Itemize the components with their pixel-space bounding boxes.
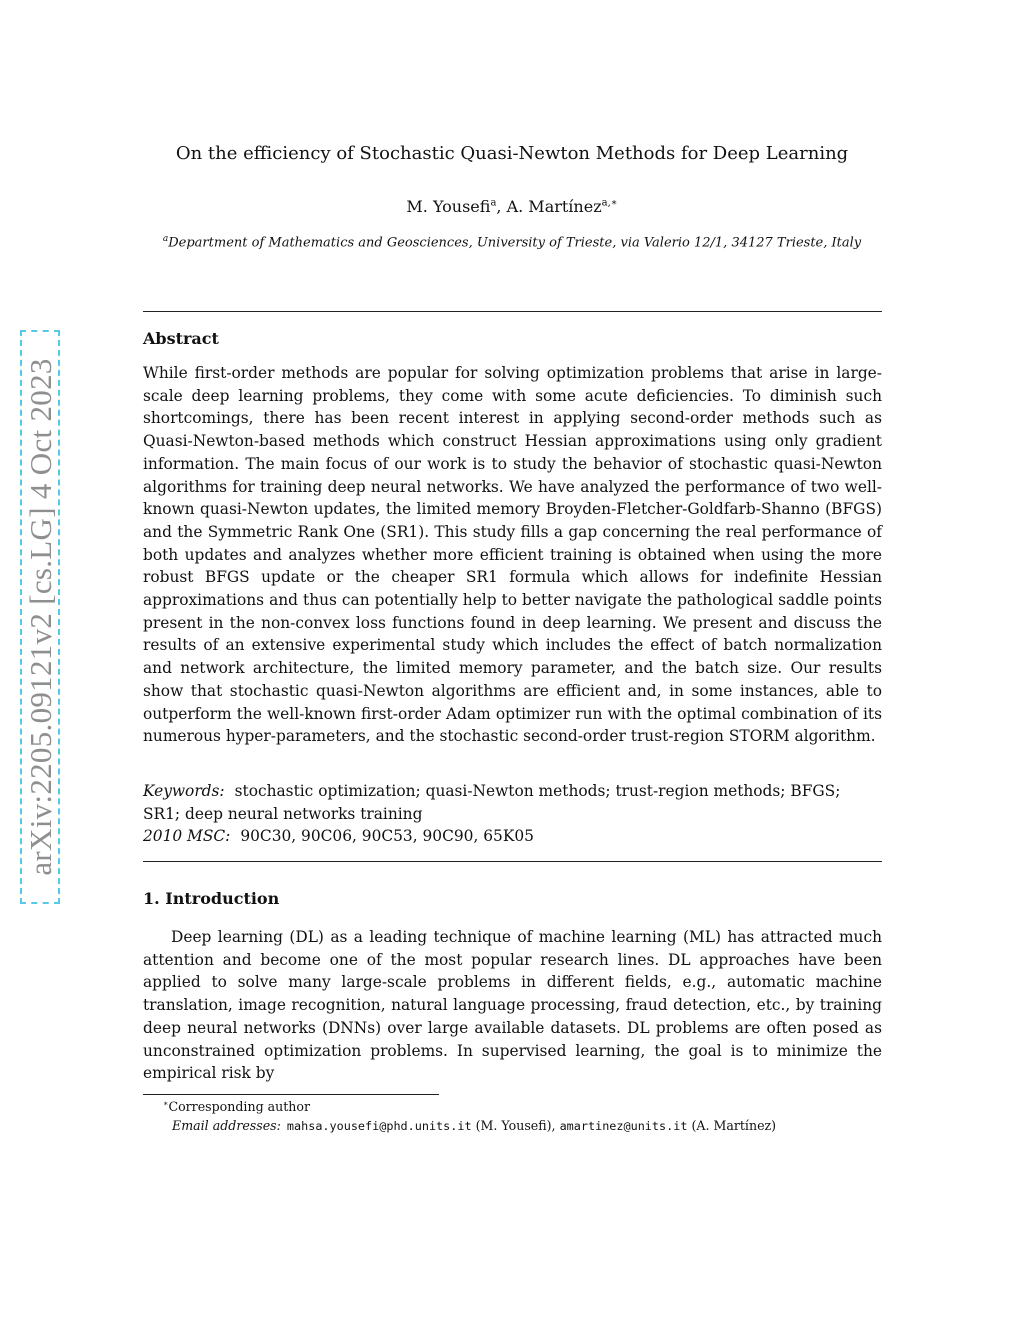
email-link-martinez[interactable]: amartinez@units.it <box>559 1119 688 1133</box>
footnote-marker: ∗ <box>163 1099 169 1108</box>
footnote-corresponding <box>163 1099 310 1114</box>
affiliation <box>0 234 1024 250</box>
email-label: Email addresses: <box>172 1118 281 1133</box>
keywords-text: stochastic optimization; quasi-Newton methods; trust-region methods; BFGS; SR1; deep neural networks training <box>143 782 841 823</box>
author-name: M. Yousefi <box>406 197 491 216</box>
keywords <box>143 780 882 825</box>
email-owner: (A. Martínez) <box>691 1118 777 1133</box>
footnote-rule <box>143 1094 439 1095</box>
paper-title: On the efficiency of Stochastic Quasi-Newton Methods for Deep Learning <box>175 143 849 164</box>
introduction-paragraph: Deep learning (DL) as a leading technique of machine learning (ML) has attracted much attention and become one of the most popular research lines. DL approaches have been applied to solve many large-scale problems in different fields, e.g., automatic machine translation, image recognition, natural language processing, fraud detection, etc., by training deep neural networks (DNNs) over large available datasets. DL problems are often posed as unconstrained optimization problems. In supervised learning, the goal is to minimize the empirical risk by <box>143 928 882 1083</box>
footnote-corresponding-text: Corresponding author <box>168 1099 311 1115</box>
abstract-text: While first-order methods are popular for solving optimization problems that arise in large-scale deep learning problems, they come with some acute deficiencies. To diminish such shortcomings, there has been recent interest in applying second-order methods such as Quasi-Newton-based methods which construct Hessian approximations using only gradient information. The main focus of our work is to study the behavior of stochastic quasi-Newton algorithms for training deep neural networks. We have analyzed the performance of two well-known quasi-Newton updates, the limited memory Broyden-Fletcher-Goldfarb-Shanno (BFGS) and the Symmetric Rank One (SR1). This study fills a gap concerning the real performance of both updates and analyzes whether more efficient training is obtained when using the more robust BFGS update or the cheaper SR1 formula which allows for indefinite Hessian approximations and thus can potentially help to better navigate the pathological saddle points present in the non-convex loss functions found in deep learning. We present and discuss the results of an extensive experimental study which includes the effect of batch normalization and network architecture, the limited memory parameter, and the batch size. Our results show that stochastic quasi-Newton algorithms are efficient and, in some instances, able to outperform the well-known first-order Adam optimizer run with the optimal combination of its numerous hyper-parameters, and the stochastic second-order trust-region STORM algorithm. <box>143 364 882 746</box>
abstract-heading: Abstract <box>143 329 219 348</box>
author-name: A. Martínez <box>506 197 602 216</box>
email-owner: (M. Yousefi), <box>475 1118 556 1133</box>
affiliation-marker: a,∗ <box>601 197 618 209</box>
author-separator: , <box>496 197 507 216</box>
keywords-label: Keywords: <box>143 782 225 800</box>
section-heading-introduction: 1. Introduction <box>143 889 280 908</box>
author-list <box>0 197 1024 216</box>
affiliation-text: Department of Mathematics and Geosciences, University of Trieste, via Valerio 12/1, 34127 Trieste, Italy <box>168 235 862 251</box>
affiliation-marker: a <box>162 234 169 244</box>
abstract-top-rule <box>143 311 882 312</box>
affiliation-marker: a <box>490 197 497 209</box>
msc-label: 2010 MSC: <box>143 827 231 845</box>
arxiv-identifier[interactable]: arXiv:2205.09121v2 [cs.LG] 4 Oct 2023 <box>23 358 58 876</box>
msc-classification <box>143 825 882 848</box>
abstract-bottom-rule <box>143 861 882 862</box>
footnote-emails <box>172 1118 776 1133</box>
msc-codes: 90C30, 90C06, 90C53, 90C90, 65K05 <box>240 827 534 845</box>
email-link-yousefi[interactable]: mahsa.yousefi@phd.units.it <box>286 1119 472 1133</box>
